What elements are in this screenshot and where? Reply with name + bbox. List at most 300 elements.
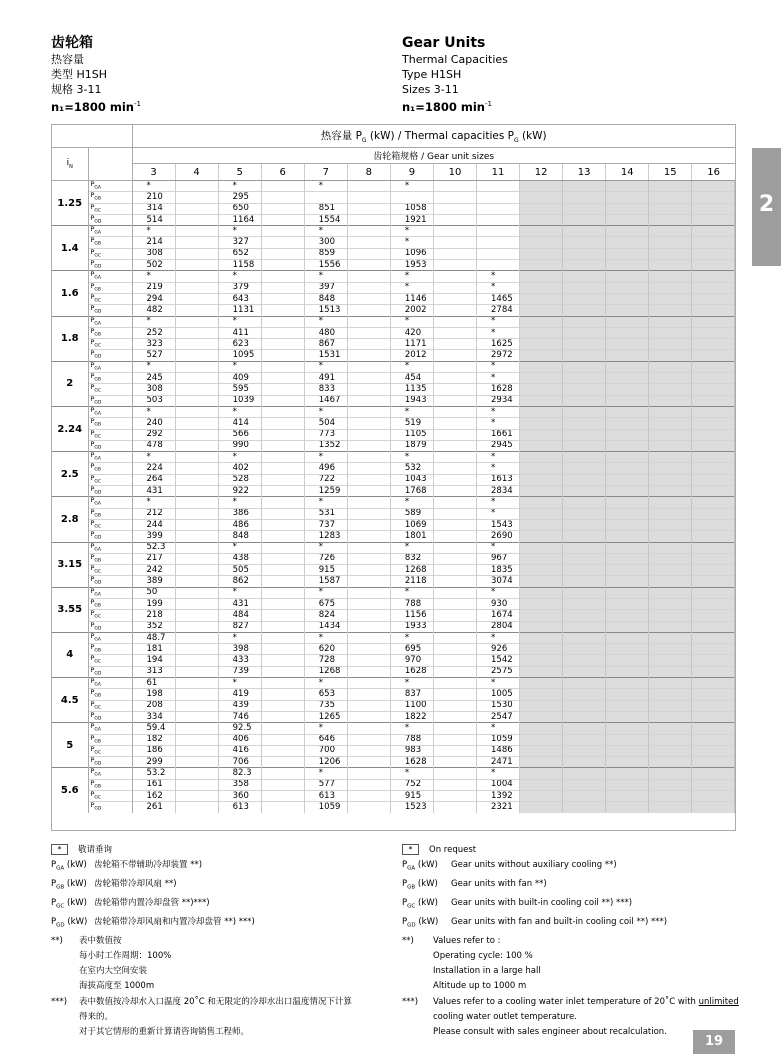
unavailable-cell [649,497,692,508]
value-cell: 1259 [304,486,347,497]
value-cell [433,384,476,395]
unavailable-cell [520,214,563,225]
value-cell: * [218,678,261,689]
value-cell [261,293,304,304]
value-cell: 210 [132,192,175,203]
value-cell [433,293,476,304]
power-type-label: $P_{GB}$ [88,553,132,564]
value-cell [261,282,304,293]
value-cell: 2012 [390,350,433,361]
unavailable-cell [520,711,563,722]
value-cell [347,723,390,734]
value-cell: 480 [304,327,347,338]
unavailable-cell [520,734,563,745]
value-cell: 527 [132,350,175,361]
unavailable-cell [606,181,649,192]
value-cell [175,508,218,519]
value-cell: * [390,226,433,237]
value-cell [261,361,304,372]
table-row [52,237,735,248]
unavailable-cell [520,192,563,203]
value-cell [261,745,304,756]
value-cell [347,260,390,271]
unavailable-cell [563,757,606,768]
value-cell: * [304,678,347,689]
unavailable-cell [692,542,735,553]
unavailable-cell [520,745,563,756]
value-cell: * [390,632,433,643]
value-cell: * [477,587,520,598]
unavailable-cell [692,429,735,440]
unavailable-cell [606,361,649,372]
unavailable-cell [649,440,692,451]
unavailable-cell [649,768,692,779]
unavailable-cell [692,181,735,192]
table-row [52,327,735,338]
value-cell [261,610,304,621]
size-header-7: 7 [304,164,347,181]
unavailable-cell [606,768,649,779]
value-cell [175,757,218,768]
value-cell: * [477,723,520,734]
value-cell: 50 [132,587,175,598]
value-cell [175,474,218,485]
value-cell: 788 [390,598,433,609]
unavailable-cell [520,361,563,372]
unavailable-cell [649,214,692,225]
value-cell [347,271,390,282]
unavailable-cell [563,486,606,497]
value-cell: 438 [218,553,261,564]
unavailable-cell [520,542,563,553]
value-cell [261,508,304,519]
value-cell [347,666,390,677]
value-cell [433,598,476,609]
ratio-cell: 1.4 [52,226,88,271]
value-cell [261,271,304,282]
sizes-cn: 规格 3-11 [51,83,102,96]
value-cell: 358 [218,779,261,790]
value-cell: 199 [132,598,175,609]
value-cell [304,192,347,203]
value-cell: * [390,282,433,293]
power-type-label: $P_{GD}$ [88,395,132,406]
value-cell: 1058 [390,203,433,214]
value-cell [261,553,304,564]
unavailable-cell [649,406,692,417]
unavailable-cell [606,666,649,677]
unavailable-cell [649,711,692,722]
value-cell: 2804 [477,621,520,632]
value-cell: * [218,542,261,553]
unavailable-cell [606,429,649,440]
value-cell: * [477,373,520,384]
size-header-10: 10 [433,164,476,181]
value-cell [261,779,304,790]
unavailable-cell [692,576,735,587]
ratio-cell: 3.15 [52,542,88,587]
value-cell: 194 [132,655,175,666]
type-cn: 类型 H1SH [51,68,108,81]
value-cell [433,395,476,406]
value-cell: 261 [132,802,175,813]
in-column-header: $i_N$ [52,148,88,181]
table-row [52,802,735,813]
value-cell: 859 [304,248,347,259]
value-cell [175,519,218,530]
on-request-box: * [51,844,68,855]
value-cell: 1554 [304,214,347,225]
unavailable-cell [563,576,606,587]
unavailable-cell [563,271,606,282]
value-cell: 409 [218,373,261,384]
table-row [52,757,735,768]
unavailable-cell [606,632,649,643]
value-cell: * [304,768,347,779]
unavailable-cell [563,260,606,271]
value-cell: * [477,452,520,463]
unavailable-cell [563,565,606,576]
value-cell: * [477,542,520,553]
ratio-cell: 4.5 [52,678,88,723]
value-cell [477,248,520,259]
unavailable-cell [606,779,649,790]
value-cell: 386 [218,508,261,519]
unavailable-cell [692,361,735,372]
value-cell: 2547 [477,711,520,722]
unavailable-cell [563,644,606,655]
unavailable-cell [606,576,649,587]
value-cell [347,689,390,700]
value-cell [433,519,476,530]
value-cell [433,339,476,350]
unavailable-cell [563,508,606,519]
table-row [52,598,735,609]
value-cell: * [390,361,433,372]
unavailable-cell [563,214,606,225]
value-cell: 728 [304,655,347,666]
table-row [52,305,735,316]
size-header-13: 13 [563,164,606,181]
value-cell: 970 [390,655,433,666]
size-header-6: 6 [261,164,304,181]
unavailable-cell [692,508,735,519]
value-cell: 1768 [390,486,433,497]
value-cell: * [477,271,520,282]
value-cell: 292 [132,429,175,440]
value-cell: * [477,632,520,643]
value-cell [261,519,304,530]
unavailable-cell [520,452,563,463]
value-cell [175,711,218,722]
unavailable-cell [520,440,563,451]
table-row [52,406,735,417]
power-type-label: $P_{GC}$ [88,293,132,304]
value-cell: 1943 [390,395,433,406]
unavailable-cell [606,406,649,417]
value-cell [261,700,304,711]
value-cell [175,734,218,745]
unavailable-cell [649,237,692,248]
value-cell: 1513 [304,305,347,316]
value-cell [433,260,476,271]
table-row [52,734,735,745]
unavailable-cell [563,610,606,621]
value-cell: 314 [132,203,175,214]
value-cell: 352 [132,621,175,632]
value-cell [175,723,218,734]
value-cell: 48.7 [132,632,175,643]
value-cell [261,452,304,463]
power-type-label: $P_{GB}$ [88,463,132,474]
value-cell [261,214,304,225]
value-cell [347,531,390,542]
value-cell [261,429,304,440]
value-cell: * [218,316,261,327]
unavailable-cell [692,791,735,802]
unavailable-cell [649,655,692,666]
table-row [52,429,735,440]
value-cell: * [477,497,520,508]
unavailable-cell [520,429,563,440]
value-cell [175,497,218,508]
value-cell [175,305,218,316]
value-cell [347,519,390,530]
unavailable-cell [692,327,735,338]
unavailable-cell [520,248,563,259]
value-cell [390,192,433,203]
power-type-label: $P_{GB}$ [88,373,132,384]
unavailable-cell [692,587,735,598]
unavailable-cell [606,486,649,497]
unavailable-cell [520,576,563,587]
unavailable-cell [649,598,692,609]
value-cell: 739 [218,666,261,677]
unavailable-cell [563,711,606,722]
value-cell [261,226,304,237]
value-cell [433,350,476,361]
value-cell [347,418,390,429]
value-cell: * [132,271,175,282]
size-header-14: 14 [606,164,649,181]
table-row [52,181,735,192]
value-cell: * [304,723,347,734]
table-row [52,361,735,372]
value-cell [433,406,476,417]
ratio-cell: 3.55 [52,587,88,632]
power-type-label: $P_{GB}$ [88,508,132,519]
unavailable-cell [563,248,606,259]
table-row [52,452,735,463]
table-row [52,463,735,474]
power-type-label: $P_{GD}$ [88,214,132,225]
value-cell [175,598,218,609]
value-cell [175,395,218,406]
unavailable-cell [520,350,563,361]
unavailable-cell [563,689,606,700]
value-cell: * [390,768,433,779]
value-cell: * [390,497,433,508]
power-type-label: $P_{GB}$ [88,327,132,338]
value-cell: 323 [132,339,175,350]
table-row [52,203,735,214]
value-cell: 915 [304,565,347,576]
value-cell: 308 [132,248,175,259]
value-cell [433,214,476,225]
value-cell: * [304,452,347,463]
value-cell: 52.3 [132,542,175,553]
unavailable-cell [692,644,735,655]
unavailable-cell [649,361,692,372]
unavailable-cell [606,757,649,768]
unavailable-cell [520,373,563,384]
unavailable-cell [563,678,606,689]
value-cell: 833 [304,384,347,395]
value-cell [347,655,390,666]
value-cell: 502 [132,260,175,271]
value-cell: 827 [218,621,261,632]
value-cell: 531 [304,508,347,519]
unavailable-cell [606,734,649,745]
value-cell [261,655,304,666]
value-cell: 922 [218,486,261,497]
power-type-label: $P_{GB}$ [88,282,132,293]
unavailable-cell [649,531,692,542]
power-type-label: $P_{GB}$ [88,192,132,203]
value-cell: 327 [218,237,261,248]
value-cell [175,531,218,542]
value-cell [175,587,218,598]
value-cell [433,316,476,327]
value-cell: 2002 [390,305,433,316]
unavailable-cell [692,192,735,203]
unavailable-cell [520,226,563,237]
table-row [52,723,735,734]
unavailable-cell [649,757,692,768]
value-cell: * [218,497,261,508]
value-cell [175,610,218,621]
value-cell [477,181,520,192]
value-cell: 414 [218,418,261,429]
value-cell [347,802,390,813]
type-en: Type H1SH [402,68,462,81]
unavailable-cell [606,384,649,395]
value-cell: 2575 [477,666,520,677]
table-row [52,587,735,598]
unavailable-cell [649,339,692,350]
unavailable-cell [692,531,735,542]
unavailable-cell [649,418,692,429]
unavailable-cell [606,553,649,564]
unavailable-cell [606,327,649,338]
value-cell: * [304,181,347,192]
unavailable-cell [563,373,606,384]
value-cell [261,587,304,598]
value-cell [347,384,390,395]
value-cell: 2972 [477,350,520,361]
value-cell [175,226,218,237]
notes-chinese: * 敬请垂询 $P_{GA}$ (kW) 齿轮箱不带辅助冷却装置 **) $P_{GB}$ (kW) 齿轮箱带冷却风扇 **) $P_{GC}$ (kW) 齿轮箱带内置冷却盘管 **)***) $P_{GD}$ (kW) 齿轮箱带冷却风扇和内置冷却盘管 **) ***) **) 表中数值按 每小时工作周期：100% 在室内大空间安装 海拔高度至 1000m ***) 表中数值按冷却水入口温度 20˚C 和无限定的冷却水出口温度情况下计算 得来的。 对于其它情形的重新计算请咨询销售工程师。 [51,845,352,1037]
value-cell [175,293,218,304]
value-cell: 613 [304,791,347,802]
value-cell [175,791,218,802]
value-cell: * [477,418,520,429]
unavailable-cell [563,339,606,350]
value-cell: 244 [132,519,175,530]
value-cell: 788 [390,734,433,745]
unavailable-cell [649,429,692,440]
unavailable-cell [606,440,649,451]
value-cell: 504 [304,418,347,429]
unavailable-cell [520,791,563,802]
unavailable-cell [563,429,606,440]
unavailable-cell [606,203,649,214]
value-cell [347,678,390,689]
value-cell: 1628 [390,757,433,768]
value-cell [261,203,304,214]
value-cell: 299 [132,757,175,768]
unavailable-cell [520,384,563,395]
value-cell: 484 [218,610,261,621]
value-cell [175,768,218,779]
value-cell [261,192,304,203]
value-cell: 867 [304,339,347,350]
value-cell: 419 [218,689,261,700]
value-cell: 431 [132,486,175,497]
value-cell [261,711,304,722]
value-cell: 2934 [477,395,520,406]
value-cell: 1486 [477,745,520,756]
value-cell [433,711,476,722]
size-header-9: 9 [390,164,433,181]
notes-english: * On request $P_{GA}$ (kW) Gear units without auxiliary cooling **) $P_{GB}$ (kW) Gear units with fan **) $P_{GC}$ (kW) Gear units with built-in cooling coil **) ***) $P_{GD}$ (kW) Gear units with fan and built-in cooling coil **) ***) **) Values refer to : Operating cycle: 100 % Installation in a large hall Altitude up to 1000 m ***) Values refer to a cooling water inlet temperature of 20˚C with unlimited cooling water outlet temperature. Please consult with sales engineer about recalculation. [402,845,739,1037]
table-row [52,418,735,429]
value-cell [347,644,390,655]
table-row [52,226,735,237]
value-cell: 1146 [390,293,433,304]
unavailable-cell [692,802,735,813]
unavailable-cell [563,305,606,316]
unavailable-cell [520,418,563,429]
power-type-label: $P_{GA}$ [88,452,132,463]
power-type-label: $P_{GA}$ [88,316,132,327]
value-cell: 1531 [304,350,347,361]
value-cell: 478 [132,440,175,451]
table-row [52,248,735,259]
value-cell [175,576,218,587]
table-row [52,576,735,587]
power-type-label: $P_{GB}$ [88,418,132,429]
value-cell [175,406,218,417]
value-cell [347,463,390,474]
value-cell: 379 [218,282,261,293]
value-cell: * [304,361,347,372]
power-type-label: $P_{GD}$ [88,350,132,361]
value-cell: 577 [304,779,347,790]
value-cell [347,237,390,248]
value-cell: 411 [218,327,261,338]
value-cell [433,474,476,485]
value-cell: 491 [304,373,347,384]
value-cell: 300 [304,237,347,248]
value-cell [347,610,390,621]
unavailable-cell [649,779,692,790]
table-row [52,655,735,666]
unavailable-cell [649,678,692,689]
value-cell [261,440,304,451]
header-english [402,34,508,115]
unavailable-cell [692,768,735,779]
